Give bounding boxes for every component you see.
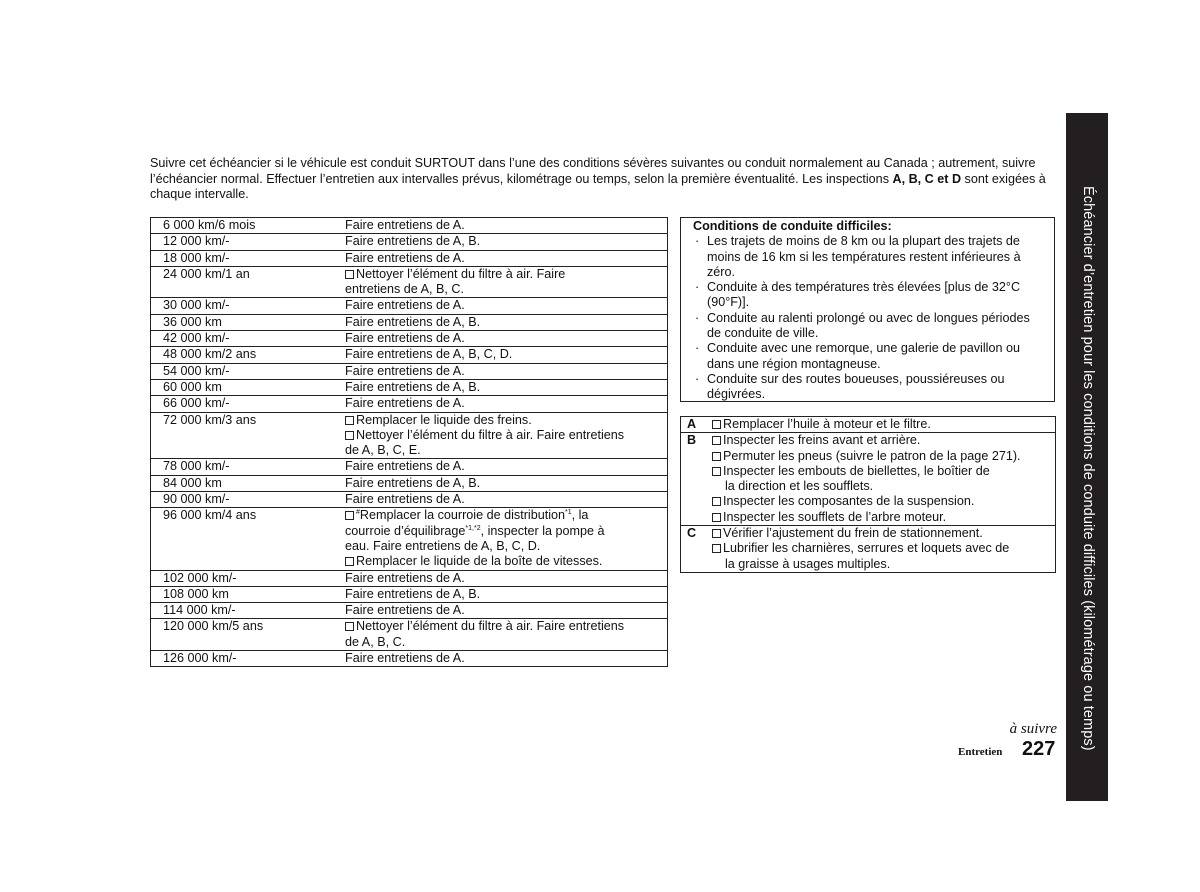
code-item: Inspecter les soufflets de l’arbre moteur. (723, 509, 947, 524)
checkbox-icon (345, 622, 354, 631)
checkbox-icon (712, 497, 721, 506)
table-row (151, 570, 668, 586)
mileage-cell: 120 000 km/5 ans (151, 619, 332, 651)
task-cell: Faire entretiens de A. (331, 603, 668, 619)
maintenance-schedule-table (150, 217, 668, 667)
table-row (151, 412, 668, 459)
task-cell: Faire entretiens de A. (331, 363, 668, 379)
task-cell: Faire entretiens de A, B. (331, 379, 668, 395)
task-line: entretiens de A, B, C. (345, 282, 465, 297)
task-cell (331, 412, 668, 459)
task-cell: Faire entretiens de A. (331, 651, 668, 667)
table-row (151, 492, 668, 508)
footnote-marker: # (356, 509, 360, 517)
task-cell: Faire entretiens de A, B. (331, 234, 668, 250)
list-item: · Conduite avec une remorque, une galerie de pavillon ou dans une région montagneuse. (693, 341, 1044, 372)
task-cell: Faire entretiens de A, B. (331, 314, 668, 330)
code-item: Remplacer l’huile à moteur et le filtre. (723, 417, 931, 431)
task-line: eau. Faire entretiens de A, B, C, D. (345, 538, 541, 553)
task-cell: Faire entretiens de A. (331, 570, 668, 586)
intro-tail: sont exigées à chaque intervalle. (150, 171, 1046, 201)
mileage-cell: 36 000 km (151, 314, 332, 330)
list-item: · Conduite au ralenti prolongé ou avec de longues périodes de conduite de ville. (693, 311, 1044, 342)
table-row (151, 475, 668, 491)
table-row (151, 331, 668, 347)
table-row (151, 298, 668, 314)
footnote-marker: *1 (565, 509, 572, 517)
checkbox-icon (345, 416, 354, 425)
task-line: Nettoyer l’élément du filtre à air. Faire entretiens (356, 427, 625, 442)
task-cell: Faire entretiens de A. (331, 218, 668, 234)
mileage-cell: 84 000 km (151, 475, 332, 491)
checkbox-icon (345, 431, 354, 440)
section-name: Entretien (958, 746, 1003, 758)
task-line: courroie d’équilibrage (345, 523, 466, 538)
task-cell: Faire entretiens de A, B. (331, 475, 668, 491)
code-item: la direction et les soufflets. (725, 479, 874, 494)
task-line: Remplacer la courroie de distribution (359, 508, 566, 523)
checkbox-icon (712, 529, 721, 538)
mileage-cell: 108 000 km (151, 586, 332, 602)
table-row (681, 433, 1056, 526)
task-cell (331, 508, 668, 570)
code-label: C (681, 526, 712, 573)
code-item: la graisse à usages multiples. (725, 556, 891, 571)
task-cell: Faire entretiens de A. (331, 459, 668, 475)
checkbox-icon (712, 544, 721, 553)
table-row (151, 347, 668, 363)
code-item: Inspecter les composantes de la suspension. (723, 494, 975, 509)
task-line: Remplacer le liquide de la boîte de vitesses. (356, 554, 603, 569)
conditions-list (693, 234, 1044, 402)
task-cell: Faire entretiens de A. (331, 250, 668, 266)
continued-note: à suivre (1009, 721, 1057, 737)
table-row (681, 417, 1056, 433)
mileage-cell: 72 000 km/3 ans (151, 412, 332, 459)
task-cell (331, 619, 668, 651)
task-line: de A, B, C, E. (345, 443, 421, 458)
table-row (151, 651, 668, 667)
list-item: · Conduite sur des routes boueuses, poussiéreuses ou dégivrées. (693, 372, 1044, 403)
table-row (151, 459, 668, 475)
mileage-cell: 96 000 km/4 ans (151, 508, 332, 570)
mileage-cell: 24 000 km/1 an (151, 266, 332, 298)
mileage-cell: 102 000 km/- (151, 570, 332, 586)
checkbox-icon (345, 511, 354, 520)
task-line: Nettoyer l’élément du filtre à air. Faire entretiens (356, 619, 625, 634)
table-row (151, 363, 668, 379)
mileage-cell: 42 000 km/- (151, 331, 332, 347)
conditions-title: Conditions de conduite difficiles: (693, 219, 892, 233)
table-row (151, 619, 668, 651)
table-row (151, 314, 668, 330)
task-line: Nettoyer l’élément du filtre à air. Faire (356, 266, 566, 281)
code-items (711, 433, 1056, 526)
intro-text: Suivre cet échéancier si le véhicule est conduit SURTOUT dans l’une des conditions sévères suivantes ou conduit normalement au Canada ; autrement, suivre l’échéancier normal. Effectuer l’entretien aux intervalles prévus, kilométrage ou temps, selon la première éventualité. Les inspections (150, 156, 1036, 186)
task-line: de A, B, C. (345, 634, 406, 649)
mileage-cell: 12 000 km/- (151, 234, 332, 250)
table-row (681, 526, 1056, 573)
mileage-cell: 60 000 km (151, 379, 332, 395)
task-line: , la (571, 508, 589, 523)
mileage-cell: 6 000 km/6 mois (151, 218, 332, 234)
footnote-marker: *1,*2 (465, 524, 481, 532)
code-item: Lubrifier les charnières, serrures et loquets avec de (723, 541, 1010, 556)
list-item: · Conduite à des températures très élevées [plus de 32°C (90°F)]. (693, 280, 1044, 311)
checkbox-icon (712, 513, 721, 522)
mileage-cell: 66 000 km/- (151, 396, 332, 412)
code-item: Inspecter les freins avant et arrière. (723, 433, 921, 448)
task-cell: Faire entretiens de A. (331, 492, 668, 508)
table-row (151, 266, 668, 298)
mileage-cell: 126 000 km/- (151, 651, 332, 667)
table-row (151, 508, 668, 570)
code-item: Vérifier l’ajustement du frein de stationnement. (723, 526, 983, 541)
page-number: 227 (1022, 738, 1056, 760)
code-items (711, 526, 1056, 573)
table-row (151, 234, 668, 250)
task-cell: Faire entretiens de A, B, C, D. (331, 347, 668, 363)
checkbox-icon (712, 420, 721, 429)
code-label: A (681, 417, 712, 433)
sidebar-title-text: Échéancier d’entretien pour les conditions de conduite difficiles (kilométrage ou temps) (1080, 186, 1096, 751)
inspection-codes-table (680, 416, 1056, 573)
task-cell: Faire entretiens de A. (331, 331, 668, 347)
difficult-conditions-box (680, 217, 1055, 402)
task-line: , inspecter la pompe à (480, 523, 605, 538)
code-label: B (681, 433, 712, 526)
table-row (151, 586, 668, 602)
mileage-cell: 48 000 km/2 ans (151, 347, 332, 363)
intro-paragraph (150, 156, 1062, 203)
table-row (151, 396, 668, 412)
table-row (151, 379, 668, 395)
mileage-cell: 54 000 km/- (151, 363, 332, 379)
checkbox-icon (712, 467, 721, 476)
table-row (151, 603, 668, 619)
checkbox-icon (345, 557, 354, 566)
task-cell (331, 266, 668, 298)
checkbox-icon (345, 270, 354, 279)
task-cell: Faire entretiens de A. (331, 298, 668, 314)
task-line: Remplacer le liquide des freins. (356, 412, 532, 427)
mileage-cell: 78 000 km/- (151, 459, 332, 475)
code-items (711, 417, 1056, 433)
checkbox-icon (712, 452, 721, 461)
task-cell: Faire entretiens de A, B. (331, 586, 668, 602)
mileage-cell: 90 000 km/- (151, 492, 332, 508)
checkbox-icon (712, 436, 721, 445)
table-row (151, 250, 668, 266)
task-cell: Faire entretiens de A. (331, 396, 668, 412)
table-row (151, 218, 668, 234)
list-item: · Les trajets de moins de 8 km ou la plupart des trajets de moins de 16 km si les températures restent inférieures à zéro. (693, 234, 1044, 280)
mileage-cell: 114 000 km/- (151, 603, 332, 619)
code-item: Inspecter les embouts de biellettes, le boîtier de (723, 463, 990, 478)
mileage-cell: 18 000 km/- (151, 250, 332, 266)
mileage-cell: 30 000 km/- (151, 298, 332, 314)
intro-bold: A, B, C et D (892, 171, 962, 186)
code-item: Permuter les pneus (suivre le patron de la page 271). (723, 448, 1021, 463)
